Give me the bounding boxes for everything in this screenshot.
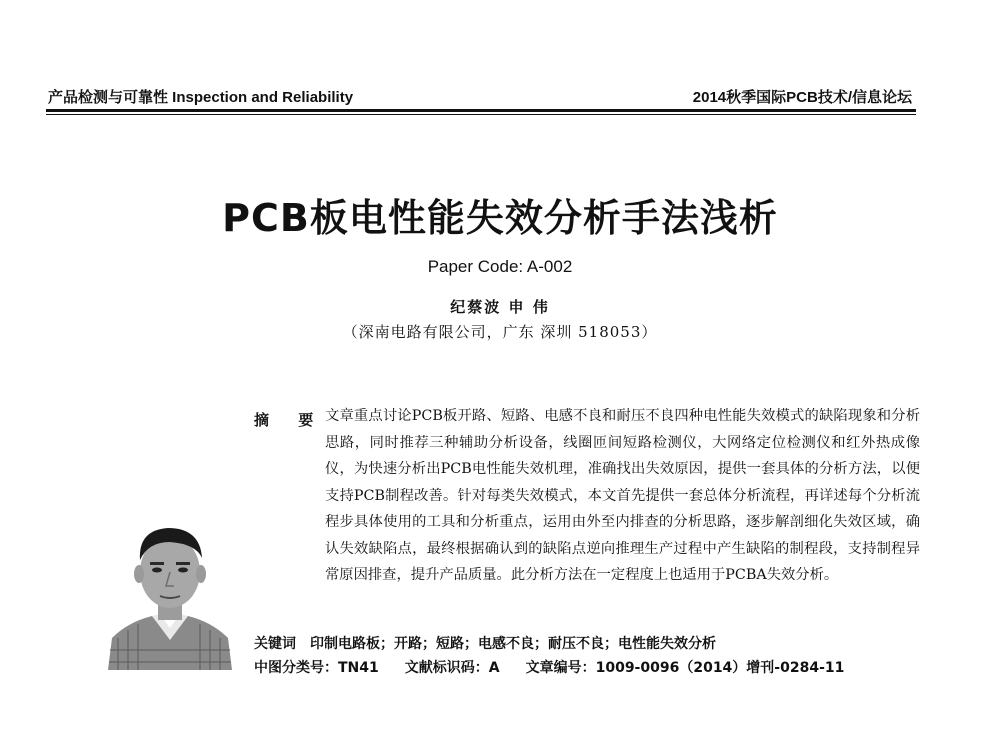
header-rule-thick [46,109,916,112]
article-number-value: 1009-0096（2014）增刊-0284-11 [595,660,845,676]
doc-code-value: A [488,660,500,676]
classification-row [254,657,844,677]
keywords-label: 关键词 [254,636,296,652]
paper-code: Paper Code: A-002 [427,257,573,276]
keywords-row [254,633,716,653]
article-number-label: 文章编号： [525,660,596,676]
journal-header: 2014秋季国际PCB技术/信息论坛 [692,89,912,106]
doc-code-label: 文献标识码： [404,660,489,676]
header-rule-thin [46,114,916,115]
abstract-label: 摘 要 [254,411,326,429]
clc-value: TN41 [338,660,379,676]
affiliation: （深南电路有限公司，广东 深圳 518053） [342,323,658,341]
authors: 纪蔡波 申 伟 [450,298,550,316]
keywords-value: 印制电路板；开路；短路；电感不良；耐压不良；电性能失效分析 [310,636,716,652]
clc-label: 中图分类号： [254,660,338,676]
abstract-text: 文章重点讨论PCB板开路、短路、电感不良和耐压不良四种电性能失效模式的缺陷现象和分析思路，同时推荐三种辅助分析设备，线圈匝间短路检测仪，大网络定位检测仪和红外热成像仪，为快速分析出PCB电性能失效机理，准确找出失效原因，提供一套具体的分析方法，以便支持PCB制程改善。针对每类失效模式，本文首先提供一套总体分析流程，再详述每个分析流程步具体使用的工具和分析重点，运用由外至内排查的分析思路，逐步解剖细化失效区域，确认失效缺陷点，最终根据确认到的缺陷点逆向推理生产过程中产生缺陷的制程段，支持制程异常原因排查，提升产品质量。此分析方法在一定程度上也适用于PCBA失效分析。 [325,408,920,583]
author-photo [108,510,232,670]
section-header: 产品检测与可靠性 Inspection and Reliability [48,89,354,106]
author-portrait-icon [108,510,232,670]
paper-title: PCB板电性能失效分析手法浅析 [222,196,778,240]
